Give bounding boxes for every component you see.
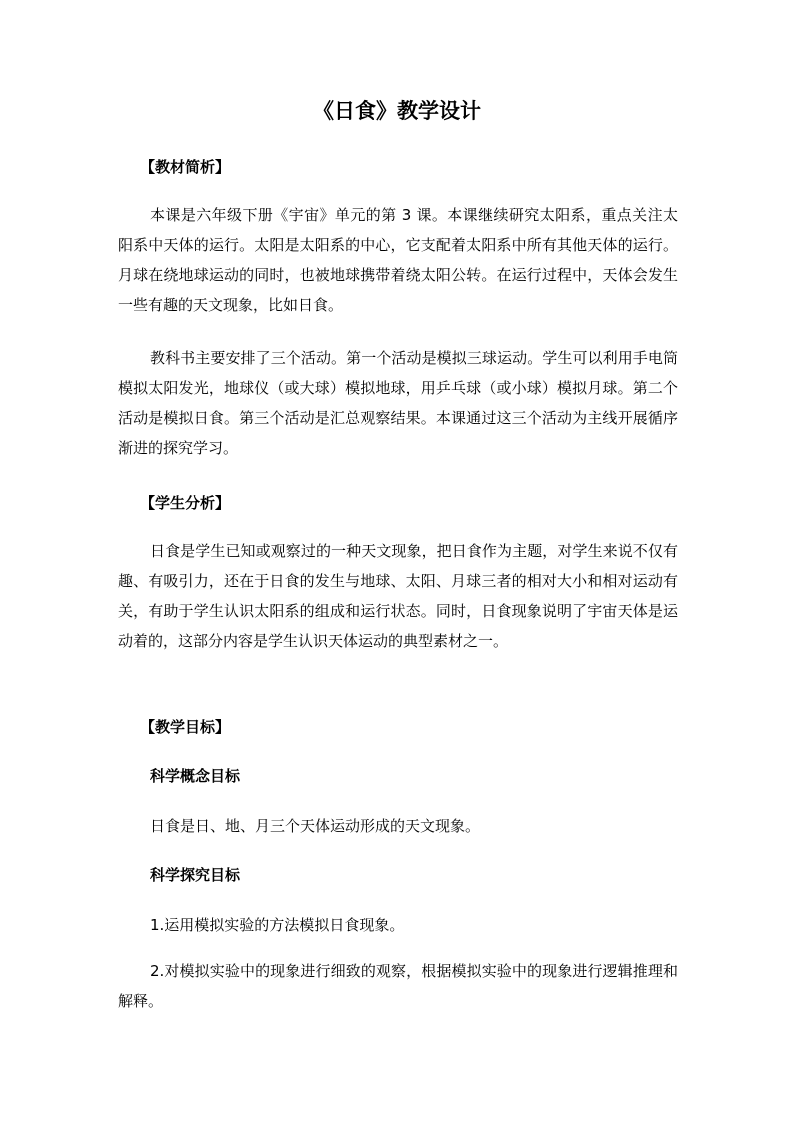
textbook-paragraph-2: 教科书主要安排了三个活动。第一个活动是模拟三球运动。学生可以利用手电筒模拟太阳发光，地球仪（或大球）模拟地球，用乒乓球（或小球）模拟月球。第二个活动是模拟日食。第三个活动是汇总观察结果。本课通过这三个活动为主线开展循序渐进的探究学习。 bbox=[118, 349, 678, 457]
concept-goal-heading: 科学概念目标 bbox=[150, 767, 241, 785]
textbook-paragraph-1: 本课是六年级下册《宇宙》单元的第 3 课。本课继续研究太阳系，重点关注太阳系中天体的运行。太阳是太阳系的中心，它支配着太阳系中所有其他天体的运行。月球在绕地球运动的同时，也被地球携带着绕太阳公转。在运行过程中，天体会发生一些有趣的天文现象，比如日食。 bbox=[118, 206, 678, 314]
section-heading-students: 【学生分析】 bbox=[140, 494, 231, 512]
document-title: 《日食》教学设计 bbox=[313, 99, 481, 123]
students-paragraph-1: 日食是学生已知或观察过的一种天文现象，把日食作为主题，对学生来说不仅有趣、有吸引力，还在于日食的发生与地球、太阳、月球三者的相对大小和相对运动有关，有助于学生认识太阳系的组成和运行状态。同时，日食现象说明了宇宙天体是运动着的，这部分内容是学生认识天体运动的典型素材之一。 bbox=[118, 542, 678, 650]
section-heading-goals: 【教学目标】 bbox=[140, 718, 231, 736]
inquiry-goal-item-1: 1.运用模拟实验的方法模拟日食现象。 bbox=[150, 916, 405, 934]
concept-goal-text: 日食是日、地、月三个天体运动形成的天文现象。 bbox=[150, 817, 481, 835]
inquiry-goal-heading: 科学探究目标 bbox=[150, 866, 241, 884]
inquiry-goal-item-2: 2.对模拟实验中的现象进行细致的观察，根据模拟实验中的现象进行逻辑推理和解释。 bbox=[118, 962, 678, 1010]
section-heading-textbook: 【教材简析】 bbox=[140, 158, 231, 176]
